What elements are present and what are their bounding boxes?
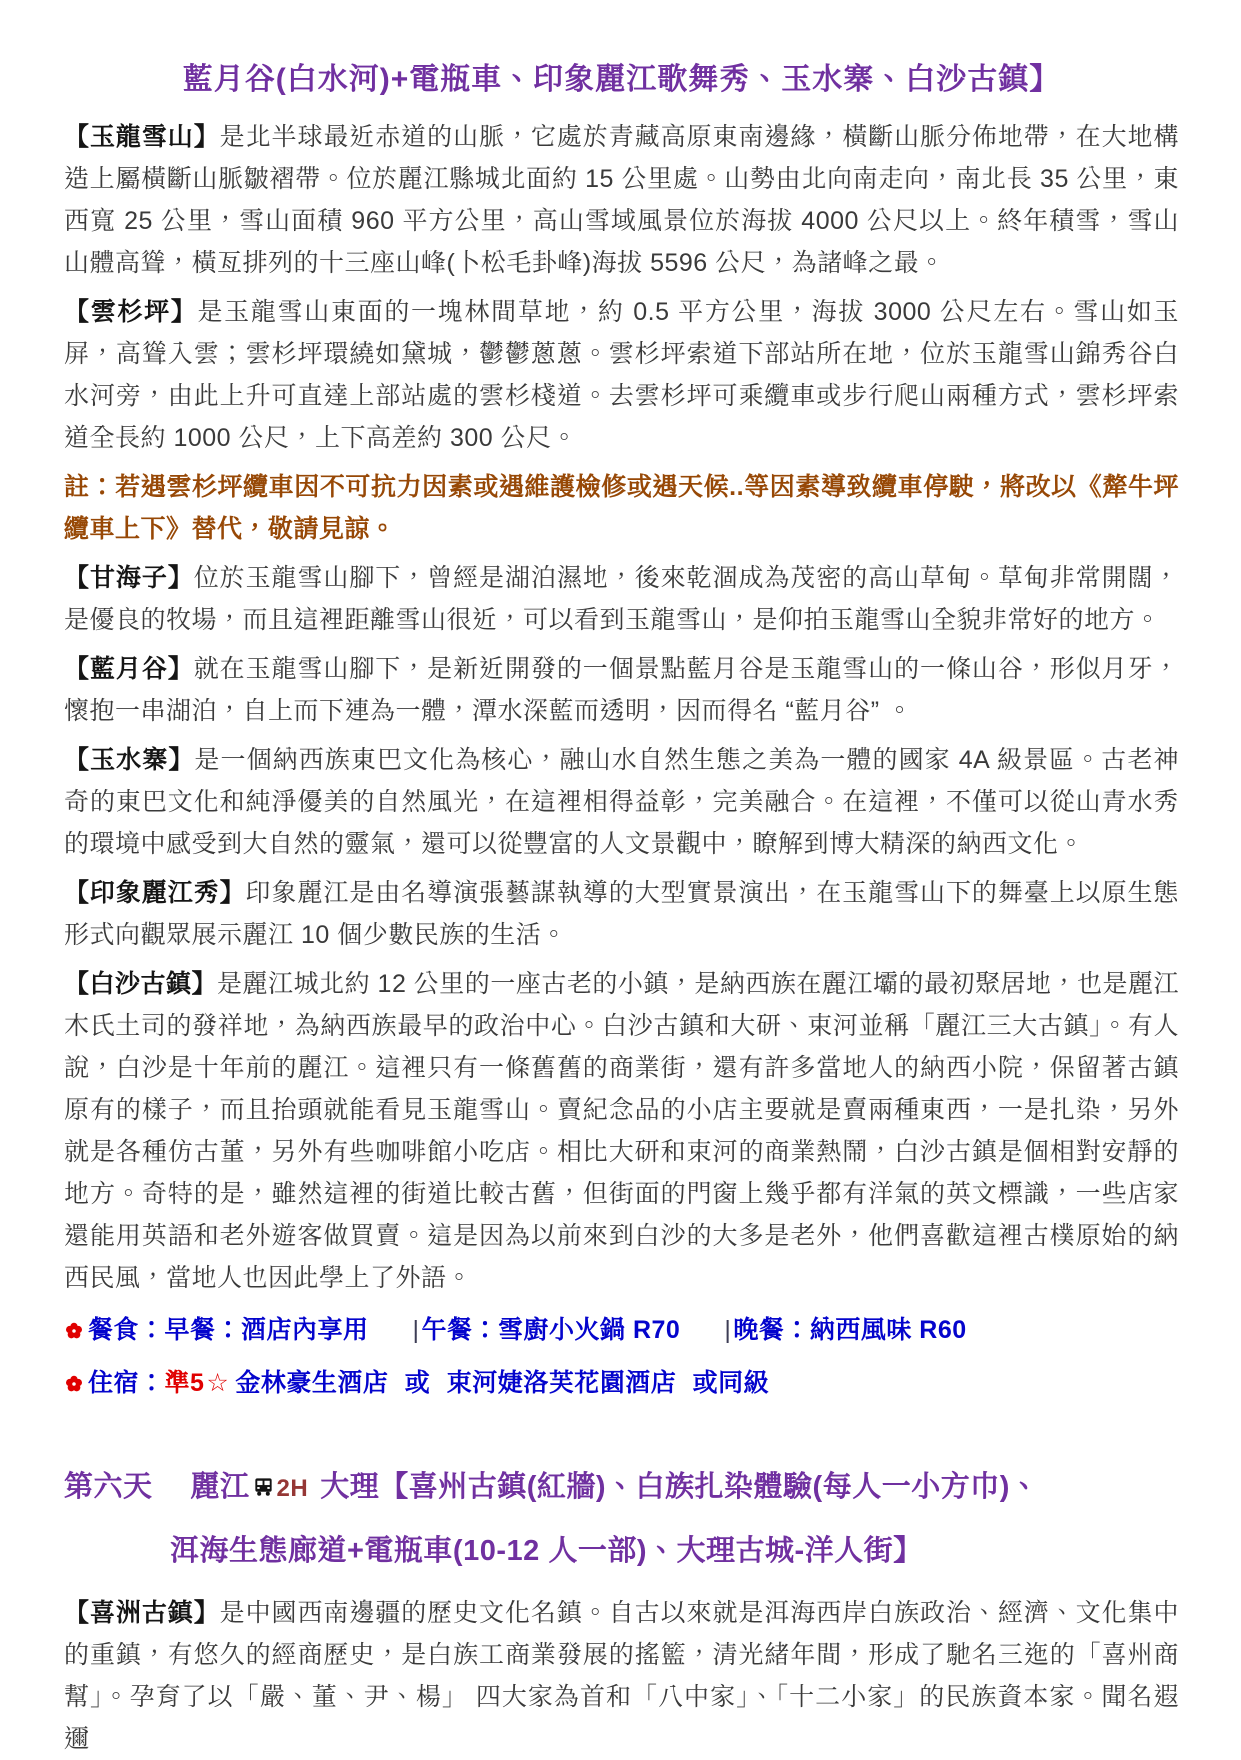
section-text: 位於玉龍雪山腳下，曾經是湖泊濕地，後來乾涸成為茂密的高山草甸。草甸非常開闊，是優良的牧場，而且這裡距離雪山很近，可以看到玉龍雪山，是仰拍玉龍雪山全貌非常好的地方。 — [64, 564, 1179, 634]
section-label: 【甘海子】 — [64, 564, 194, 592]
section-label: 【喜洲古鎮】 — [64, 1599, 220, 1627]
meal-lunch: 午餐：雪廚小火鍋 R70 — [421, 1316, 681, 1344]
bus-icon — [252, 1458, 275, 1520]
day6-heading — [64, 1456, 1179, 1582]
paragraph-ganhaizi — [64, 557, 1179, 641]
paragraph-yulong-snow-mountain — [64, 116, 1179, 284]
cable-car-notice: 註：若遇雲杉坪纜車因不可抗力因素或遇維護檢修或遇天候..等因素導致纜車停駛，將改以《犛牛坪纜車上下》替代，敬請見諒。 — [64, 473, 1179, 543]
florette-icon — [64, 1309, 84, 1357]
section-text: 是玉龍雪山東面的一塊林間草地，約 0.5 平方公里，海拔 3000 公尺左右。雪山如玉屏，高聳入雲；雲杉坪環繞如黛城，鬱鬱蔥蔥。雲杉坪索道下部站所在地，位於玉龍雪山錦秀谷白水河旁，由此上升可直達上部站處的雲杉棧道。去雲杉坪可乘纜車或步行爬山兩種方式，雲杉坪索道全長約 1000 公尺，上下高差約 300 公尺。 — [64, 298, 1179, 452]
section-text: 是一個納西族東巴文化為核心，融山水自然生態之美為一體的國家 4A 級景區。古老神奇的東巴文化和純淨優美的自然風光，在這裡相得益彰，完美融合。在這裡，不僅可以從山青水秀的環境中感受到大自然的靈氣，還可以從豐富的人文景觀中，瞭解到博大精深的納西文化。 — [64, 746, 1179, 858]
paragraph-yushui-village — [64, 739, 1179, 865]
day6-day-number: 第六天 — [64, 1471, 153, 1503]
day6-from-city: 麗江 — [190, 1471, 250, 1503]
meal-separator: | — [412, 1316, 420, 1344]
section-label: 【印象麗江秀】 — [64, 879, 246, 907]
page-title: 藍月谷(白水河)+電瓶車、印象麗江歌舞秀、玉水寨、白沙古鎮】 — [182, 63, 1061, 96]
paragraph-baisha-old-town — [64, 963, 1179, 1299]
section-label: 【雲杉坪】 — [64, 298, 198, 326]
hotel-names: 金林豪生酒店 或 束河婕洛芙花園酒店 或同級 — [235, 1369, 770, 1397]
section-label: 【白沙古鎮】 — [64, 970, 218, 998]
section-label: 【藍月谷】 — [64, 655, 194, 683]
paragraph-spruce-meadow — [64, 291, 1179, 459]
paragraph-blue-moon-valley — [64, 648, 1179, 732]
hotel-line — [64, 1359, 1179, 1410]
star-icon: ☆ — [206, 1369, 230, 1397]
day6-heading-line1 — [64, 1456, 1179, 1520]
meal-separator: | — [724, 1316, 732, 1344]
hotel-label: 住宿： — [88, 1369, 165, 1397]
day6-heading-text1: 大理【喜州古鎮(紅牆)、白族扎染體驗(每人一小方巾)、 — [320, 1471, 1040, 1503]
section-text: 就在玉龍雪山腳下，是新近開發的一個景點藍月谷是玉龍雪山的一條山谷，形似月牙，懷抱一串湖泊，自上而下連為一體，潭水深藍而透明，因而得名 “藍月谷” 。 — [64, 655, 1179, 725]
section-label: 【玉水寨】 — [64, 746, 195, 774]
section-text: 是北半球最近赤道的山脈，它處於青藏高原東南邊緣，橫斷山脈分佈地帶，在大地構造上屬橫斷山脈皺褶帶。位於麗江縣城北面約 15 公里處。山勢由北向南走向，南北長 35 公里，東西寬 25 公里，雪山面積 960 平方公里，高山雪域風景位於海拔 4000 公尺以上。終年積雪，雪山山體高聳，橫亙排列的十三座山峰(卜松毛卦峰)海拔 5596 公尺，為諸峰之最。 — [64, 123, 1179, 277]
meal-breakfast: 餐食：早餐：酒店內享用 — [88, 1316, 369, 1344]
paragraph-impression-lijiang — [64, 872, 1179, 956]
section-text: 是中國西南邊疆的歷史文化名鎮。自古以來就是洱海西岸白族政治、經濟、文化集中的重鎮，有悠久的經商歷史，是白族工商業發展的搖籃，清光緒年間，形成了馳名三迤的「喜州商幫」。孕育了以「嚴、董、尹、楊」 四大家為首和「八中家」、「十二小家」的民族資本家。聞名遐邇 — [64, 1599, 1179, 1753]
section-text: 印象麗江是由名導演張藝謀執導的大型實景演出，在玉龍雪山下的舞臺上以原生態形式向觀眾展示麗江 10 個少數民族的生活。 — [64, 879, 1179, 949]
meals-line — [64, 1306, 1179, 1357]
day6-transfer-duration: 2H — [276, 1475, 309, 1502]
meal-dinner: 晚餐：納西風味 R60 — [733, 1316, 967, 1344]
section-label: 【玉龍雪山】 — [64, 123, 220, 151]
day6-heading-line2: 洱海生態廊道+電瓶車(10-12 人一部)、大理古城-洋人街】 — [170, 1535, 923, 1567]
paragraph-xizhou-old-town — [64, 1592, 1179, 1760]
florette-icon — [64, 1362, 84, 1410]
section-text: 是麗江城北約 12 公里的一座古老的小鎮，是納西族在麗江壩的最初聚居地，也是麗江木氏土司的發祥地，為納西族最早的政治中心。白沙古鎮和大研、束河並稱「麗江三大古鎮」。有人說，白沙是十年前的麗江。這裡只有一條舊舊的商業街，還有許多當地人的納西小院，保留著古鎮原有的樣子，而且抬頭就能看見玉龍雪山。賣紀念品的小店主要就是賣兩種東西，一是扎染，另外就是各種仿古董，另外有些咖啡館小吃店。相比大研和束河的商業熱鬧，白沙古鎮是個相對安靜的地方。奇特的是，雖然這裡的街道比較古舊，但街面的門窗上幾乎都有洋氣的英文標識，一些店家還能用英語和老外遊客做買賣。這是因為以前來到白沙的大多是老外，他們喜歡這裡古樸原始的納西民風，當地人也因此學上了外語。 — [64, 970, 1179, 1292]
hotel-grade: 準5 — [164, 1369, 205, 1397]
